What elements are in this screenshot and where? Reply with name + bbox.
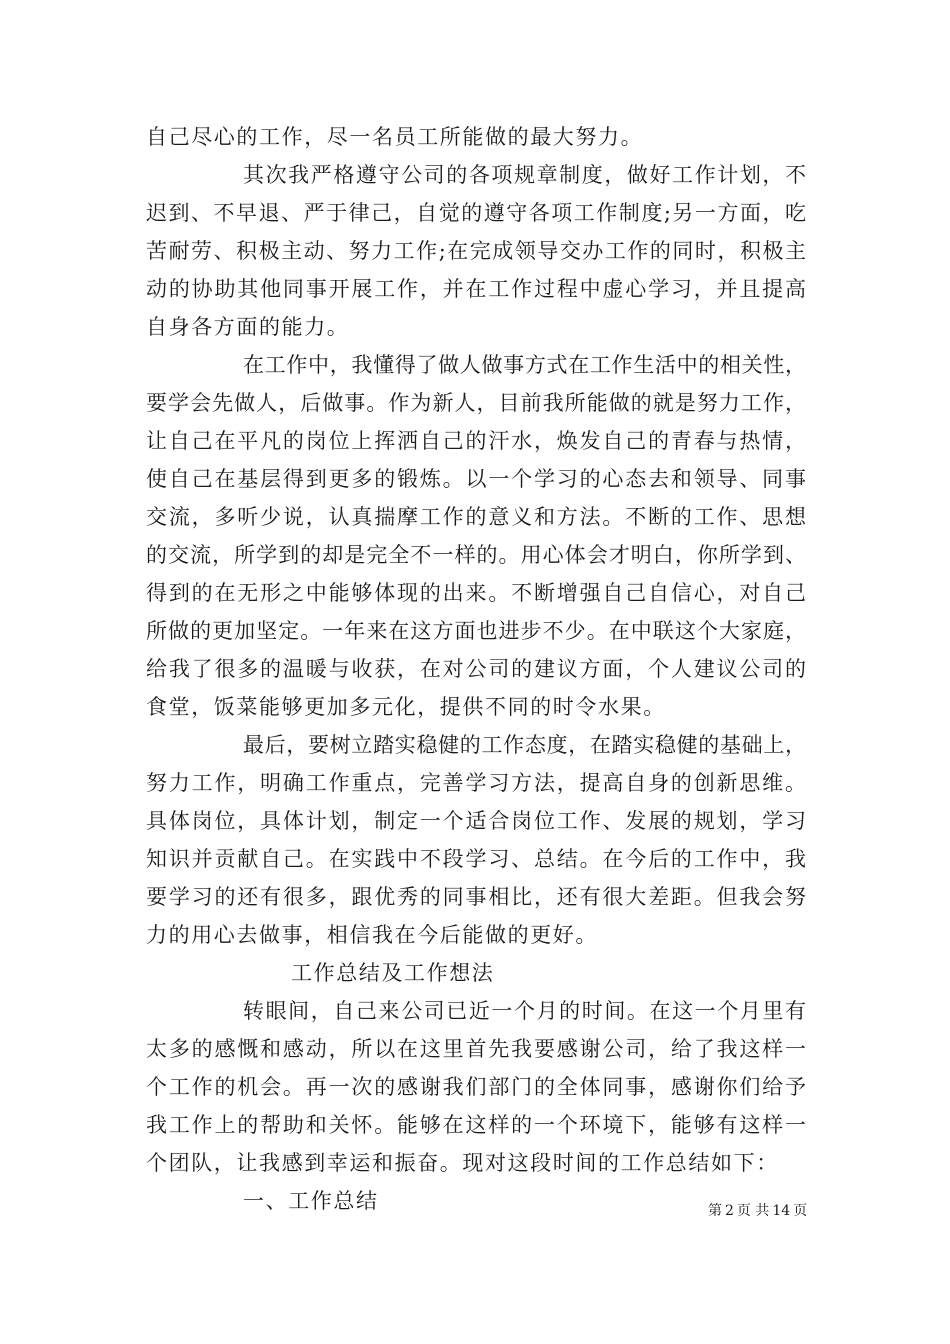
footer-suffix: 页: [793, 1203, 808, 1219]
text-line: 让自己在平凡的岗位上挥洒自己的汗水，焕发自己的青春与热情，: [146, 429, 806, 453]
text-line: 得到的在无形之中能够体现的出来。不断增强自己自信心，对自己: [146, 581, 806, 605]
text-line: 自己尽心的工作，尽一名员工所能做的最大努力。: [146, 125, 644, 149]
footer-middle: 页 共: [736, 1203, 770, 1219]
text-line: 使自己在基层得到更多的锻炼。以一个学习的心态去和领导、同事: [146, 467, 806, 491]
paragraph-first-line: 转眼间，自己来公司已近一个月的时间。在这一个月里有: [243, 999, 806, 1023]
text-line: 太多的感慨和感动，所以在这里首先我要感谢公司，给了我这样一: [146, 1037, 806, 1061]
paragraph-first-line: 在工作中，我懂得了做人做事方式在工作生活中的相关性，: [243, 353, 806, 377]
footer-total-pages: 14: [772, 1203, 791, 1219]
text-line: 给我了很多的温暖与收获，在对公司的建议方面，个人建议公司的: [146, 657, 806, 681]
text-line: 自身各方面的能力。: [146, 315, 350, 339]
text-line: 力的用心去做事，相信我在今后能做的更好。: [146, 923, 598, 947]
footer-current-page: 2: [725, 1203, 734, 1219]
text-line: 食堂，饭菜能够更加多元化，提供不同的时令水果。: [146, 695, 666, 719]
text-line: 具体岗位，具体计划，制定一个适合岗位工作、发展的规划，学习: [146, 809, 806, 833]
text-line: 的交流，所学到的却是完全不一样的。用心体会才明白，你所学到、: [146, 543, 806, 567]
text-line: 个团队，让我感到幸运和振奋。现对这段时间的工作总结如下：: [146, 1151, 779, 1175]
text-line: 知识并贡献自己。在实践中不段学习、总结。在今后的工作中，我: [146, 847, 806, 871]
text-line: 苦耐劳、积极主动、努力工作;在完成领导交办工作的同时，积极主: [146, 239, 806, 263]
text-line: 所做的更加坚定。一年来在这方面也进步不少。在中联这个大家庭，: [146, 619, 806, 643]
page-footer: [708, 1202, 810, 1220]
text-line: 我工作上的帮助和关怀。能够在这样的一个环境下，能够有这样一: [146, 1113, 806, 1137]
text-line: 交流，多听少说，认真揣摩工作的意义和方法。不断的工作、思想: [146, 505, 806, 529]
footer-prefix: 第: [708, 1203, 722, 1219]
subsection-title: 一、工作总结: [243, 1189, 379, 1213]
paragraph-first-line: 最后，要树立踏实稳健的工作态度，在踏实稳健的基础上，: [243, 733, 806, 757]
text-line: 个工作的机会。再一次的感谢我们部门的全体同事，感谢你们给予: [146, 1075, 806, 1099]
text-line: 动的协助其他同事开展工作，并在工作过程中虚心学习，并且提高: [146, 277, 806, 301]
text-line: 迟到、不早退、严于律己，自觉的遵守各项工作制度;另一方面，吃: [146, 201, 806, 225]
paragraph-first-line: 其次我严格遵守公司的各项规章制度，做好工作计划，不: [243, 163, 806, 187]
section-title: 工作总结及工作想法: [291, 961, 495, 985]
text-line: 努力工作，明确工作重点，完善学习方法，提高自身的创新思维。: [146, 771, 806, 795]
text-line: 要学会先做人，后做事。作为新人，目前我所能做的就是努力工作，: [146, 391, 806, 415]
text-line: 要学习的还有很多，跟优秀的同事相比，还有很大差距。但我会努: [146, 885, 806, 909]
